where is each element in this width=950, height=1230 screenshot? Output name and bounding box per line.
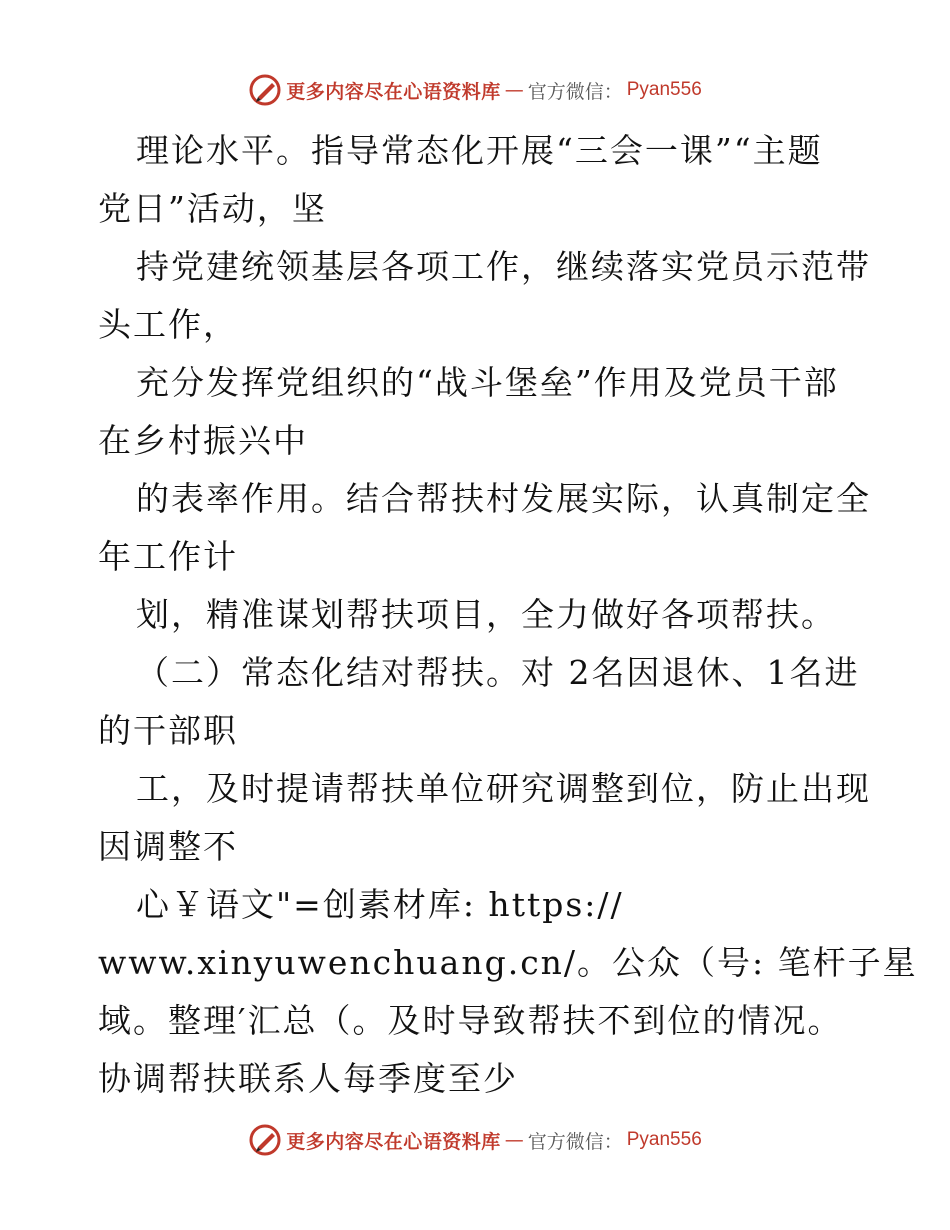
- watermark-wechat-id: Pyan556: [626, 1129, 702, 1150]
- watermark-brand: 更多内容尽在心语资料库: [286, 1130, 501, 1153]
- document-body: [98, 122, 918, 1108]
- text-line: 的表率作用。结合帮扶村发展实际，认真制定全: [136, 479, 871, 518]
- watermark-group: [248, 73, 702, 107]
- watermark-dash: —: [504, 79, 524, 101]
- text-line: 工，及时提请帮扶单位研究调整到位，防止出现: [136, 769, 871, 808]
- watermark-label: 官方微信：: [527, 1130, 623, 1153]
- text-line: 头工作，: [98, 305, 238, 344]
- text-line: 心￥语文"=创素材库: https://: [136, 885, 624, 924]
- pen-logo-icon: [248, 1123, 282, 1157]
- header-watermark: [0, 70, 950, 110]
- text-line: 因调整不: [98, 827, 238, 866]
- text-line: 充分发挥党组织的“战斗堡垒”作用及党员干部: [136, 363, 839, 402]
- watermark-dash: —: [504, 1129, 524, 1151]
- watermark-group: [248, 1123, 702, 1157]
- watermark-wechat-id: Pyan556: [626, 79, 702, 100]
- watermark-brand: 更多内容尽在心语资料库: [286, 80, 501, 103]
- text-line: 在乡村振兴中: [98, 421, 308, 460]
- text-line: 年工作计: [98, 537, 238, 576]
- text-line: 党日”活动，坚: [98, 189, 327, 228]
- text-line: 域。整理′汇总（。及时导致帮扶不到位的情况。: [98, 1001, 843, 1040]
- text-line: 的干部职: [98, 711, 238, 750]
- text-line: （二）常态化结对帮扶。对 2名因退休、1名进: [136, 653, 860, 692]
- text-line: 理论水平。指导常态化开展“三会一课”“主题: [136, 131, 823, 170]
- text-line: 协调帮扶联系人每季度至少: [98, 1059, 518, 1098]
- text-line: 划，精准谋划帮扶项目，全力做好各项帮扶。: [136, 595, 836, 634]
- text-line: 持党建统领基层各项工作，继续落实党员示范带: [136, 247, 871, 286]
- watermark-label: 官方微信：: [527, 80, 623, 103]
- footer-watermark: [0, 1120, 950, 1160]
- pen-logo-icon: [248, 73, 282, 107]
- text-line: www.xinyuwenchuang.cn/。公众（号: 笔杆子星: [98, 943, 918, 982]
